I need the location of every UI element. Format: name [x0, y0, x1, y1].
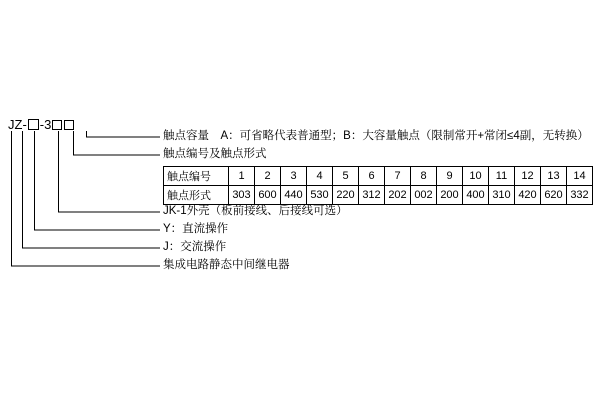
row-header-number: 触点编号	[164, 167, 229, 186]
cell-form: 303	[229, 186, 255, 205]
cell-form: 420	[515, 186, 541, 205]
cell-form: 600	[255, 186, 281, 205]
cell-number: 5	[333, 167, 359, 186]
cell-form: 312	[359, 186, 385, 205]
row-header-form: 触点形式	[164, 186, 229, 205]
cell-number: 6	[359, 167, 385, 186]
cell-form: 620	[541, 186, 567, 205]
cell-form: 310	[489, 186, 515, 205]
cell-form: 440	[281, 186, 307, 205]
label-contact-form: 触点编号及触点形式	[163, 148, 267, 160]
cell-form: 202	[385, 186, 411, 205]
cell-number: 11	[489, 167, 515, 186]
cell-form: 530	[307, 186, 333, 205]
cell-number: 7	[385, 167, 411, 186]
table-row-numbers	[164, 167, 593, 186]
cell-number: 13	[541, 167, 567, 186]
cell-number: 3	[281, 167, 307, 186]
contacts-table-wrapper	[163, 166, 593, 205]
label-dc-operation: Y：直流操作	[163, 223, 229, 235]
model-prefix: JZ-	[8, 117, 27, 132]
cell-form: 002	[411, 186, 437, 205]
model-dash: -	[39, 117, 45, 132]
cell-number: 12	[515, 167, 541, 186]
cell-form: 332	[567, 186, 593, 205]
cell-form: 400	[463, 186, 489, 205]
label-product-name: 集成电路静态中间继电器	[163, 259, 290, 271]
cell-number: 1	[229, 167, 255, 186]
cell-number: 10	[463, 167, 489, 186]
cell-number: 8	[411, 167, 437, 186]
contacts-table	[163, 166, 593, 205]
cell-number: 14	[567, 167, 593, 186]
cell-number: 4	[307, 167, 333, 186]
model-series: 3	[44, 117, 52, 132]
label-ac-operation: J：交流操作	[163, 241, 227, 253]
cell-form: 220	[333, 186, 359, 205]
table-row-forms	[164, 186, 593, 205]
label-shell: JK-1外壳（板前接线、后接线可选）	[163, 205, 348, 217]
cell-form: 200	[437, 186, 463, 205]
cell-number: 2	[255, 167, 281, 186]
cell-number: 9	[437, 167, 463, 186]
label-contact-capacity: 触点容量 A：可省略代表普通型；B：大容量触点（限制常开+常闭≤4副，无转换）	[163, 130, 589, 142]
